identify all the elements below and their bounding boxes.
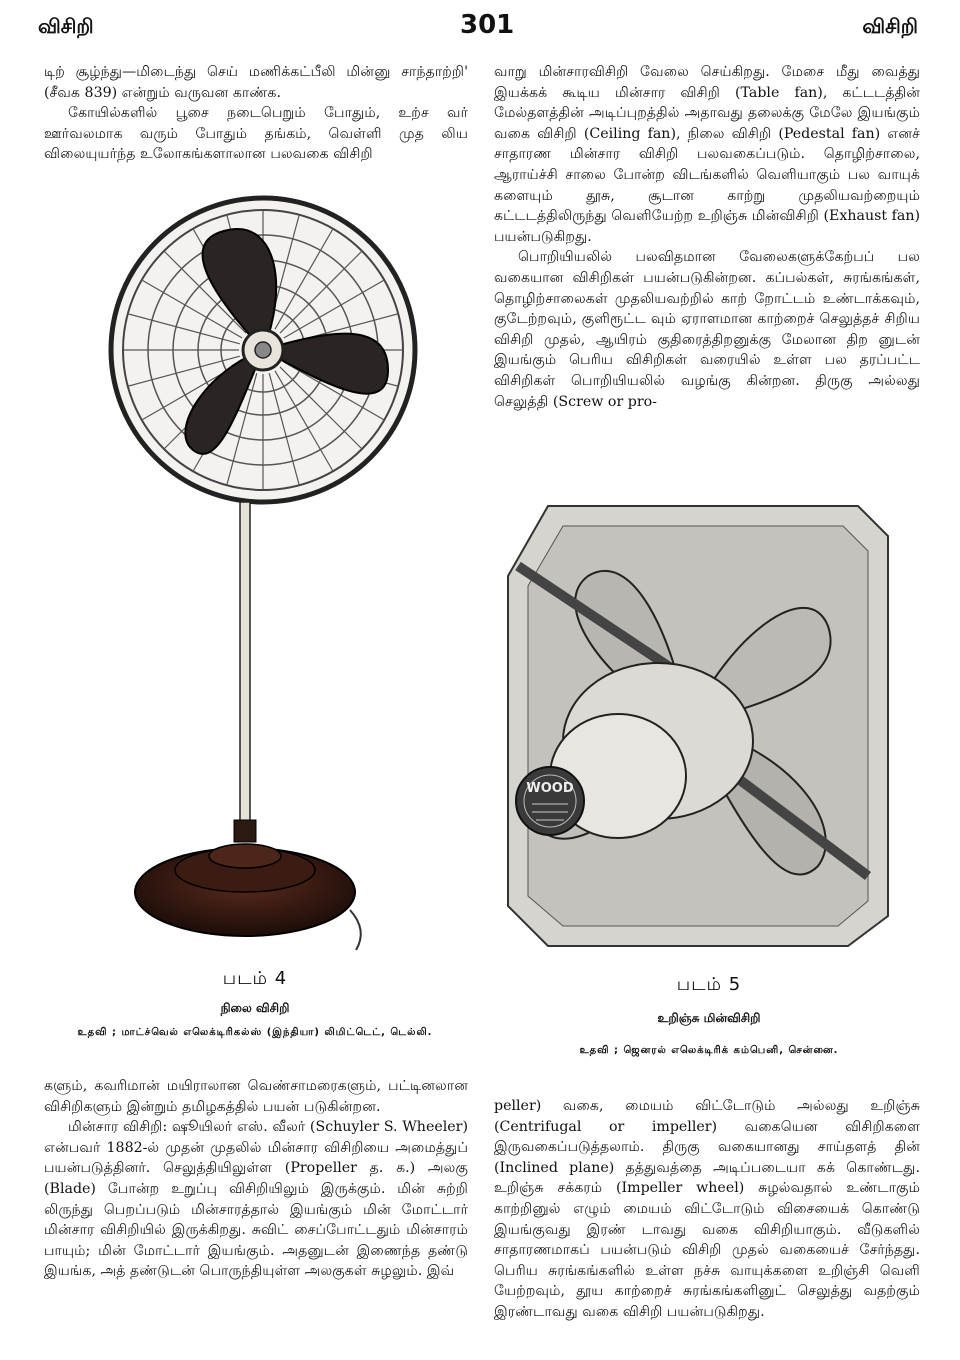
figure-label: படம் 5	[676, 974, 742, 995]
pedestal-fan-illustration	[88, 180, 448, 960]
paragraph: வாறு மின்சாரவிசிறி வேலை செய்கிறது. மேசை மீது வைத்து இயக்கக் கூடிய மின்சார விசிறி (Table fan), கட்டடத்தின் மேல்தளத்தின் அடிப்புறத்தில் அதாவது தலைக்கு மேலே இயங்கும் வகை விசிறி (Ceiling fan), நிலை விசிறி (Pedestal fan) எனச் சாதாரண மின்சார விசிறி பலவகைப்படும். தொழிற்சாலை, ஆராய்ச்சி சாலை போன்ற விடங்களில் வெளியாகும் பல வாயுக் களையும் தூசு, சூடான காற்று முதலியவற்றையும் கட்டடத்திலிருந்து வெளியேற்ற உறிஞ்சு மின்விசிறி (Exhaust fan) பயன்படுகிறது.	[494, 64, 920, 245]
paragraph: பொறியியலில் பலவிதமான வேலைகளுக்கேற்பப் பல வகையான விசிறிகள் பயன்படுகின்றன. கப்பல்கள், சுரங்கங்கள், தொழிற்சாலைகள் முதலியவற்றில் காற் றோட்டம் உண்டாக்கவும், குடேற்றவும், குளிரூட்ட வும் ஏராளமான காற்றைச் செலுத்தச் சிறிய விசிறி முதல், ஆயிரம் குதிரைத்திறனுக்கு மேலான திற னுடன் இயங்கும் பெரிய விசிறிகள் வரையில் உள்ள பல தரப்பட்ட விசிறிகள் பொறியியலில் வழங்கு கின்றன. திருகு அல்லது செலுத்தி (Screw or pro-	[494, 249, 920, 410]
figure-5-caption	[494, 974, 924, 1057]
figure-title: நிலை விசிறி	[220, 1001, 290, 1015]
right-column-top	[494, 62, 920, 412]
left-column-bottom	[44, 1076, 468, 1282]
paragraph: peller) வகை, மையம் விட்டோடும் அல்லது உறிஞ்சு (Centrifugal or impeller) வகையென விசிறிகளை இருவகைப்படுத்தலாம். திருகு வகையானது சாய்தளத் தின் (Inclined plane) தத்துவத்தை அடிப்படையா கக் கொண்டது. உறிஞ்சு சக்கரம் (Impeller wheel) சுழல்வதால் உண்டாகும் காற்றினுல் எழும் மையம் விட்டோடும் விசையைக் கொண்டு இயங்குவது இரண் டாவது வகை விசிறியாகும். வீடுகளில் சாதாரணமாகப் பயன்படும் விசிறி முதல் வகையைச் சேர்ந்தது. பெரிய சுரங்கங்களில் உள்ள நச்சு வாயுக்களை உறிஞ்சி வெளி யேற்றவும், தூய காற்றைச் சுரங்கங்களினுட் செலுத்து வதற்கும் இரண்டாவது வகை விசிறி பயன்படுகிறது.	[494, 1098, 920, 1320]
right-column-bottom	[494, 1096, 920, 1323]
figure-label: படம் 4	[222, 968, 288, 989]
figure-credit: உதவி ; மாட்ச்வெல் எலெக்டிரிகல்ஸ் (இந்தியா) லிமிட்டெட், டெல்லி.	[77, 1027, 433, 1038]
running-head-left: விசிறி	[38, 14, 94, 38]
page-number: 301	[460, 10, 515, 40]
figure-4-caption	[40, 968, 470, 1039]
brand-badge-text: WOOD	[526, 781, 574, 796]
paragraph: களும், கவரிமான் மயிராலான வெண்சாமரைகளும், பட்டினலான விசிறிகளும் இன்றும் தமிழகத்தில் பயன் படுகின்றன.	[44, 1078, 468, 1115]
running-head-right: விசிறி	[862, 14, 918, 38]
paragraph: டிற் சூழ்ந்து—மிடைந்து செய் மணிக்கட்பீலி மின்னு சாந்தாற்றி' (சீவக 839) என்றும் வருவன காண்க.	[44, 64, 468, 101]
left-column-top	[44, 62, 468, 165]
exhaust-fan-illustration	[488, 486, 898, 956]
paragraph: கோயில்களில் பூசை நடைபெறும் போதும், உற்ச வர் ஊர்வலமாக வரும் போதும் தங்கம், வெள்ளி முத லிய விலையுயர்ந்த உலோகங்களாலான பலவகை விசிறி	[44, 105, 468, 163]
figure-credit: உதவி ; ஜெனரல் எலெக்டிரிக் கம்பெனி, சென்னை.	[579, 1045, 839, 1056]
figure-title: உறிஞ்சு மின்விசிறி	[657, 1011, 761, 1025]
paragraph: மின்சார விசிறி: ஷூயிலர் எஸ். வீலர் (Schuyler S. Wheeler) என்பவர் 1882-ல் முதன் முதலில் மின்சார விசிறியை அமைத்துப் பயன்படுத்தினர். செலுத்தியிலுள்ள (Propeller த. க.) அலகு (Blade) போன்ற உறுப்பு விசிறியிலும் இருக்கும். மின் சுற்றி லிருந்து பெறப்படும் மின்சாரத்தால் இயங்கும் மின் மோட்டார் மின்சார விசிறியில் இருக்கிறது. சுவிட் சைப்போட்டதும் மின்சாரம் பாயும்; மின் மோட்டார் இயங்கும். அதனுடன் இணைந்த தண்டு இயங்க, அத் தண்டுடன் பொருந்தியுள்ள அலகுகள் சுழலும். இவ்	[44, 1119, 468, 1280]
